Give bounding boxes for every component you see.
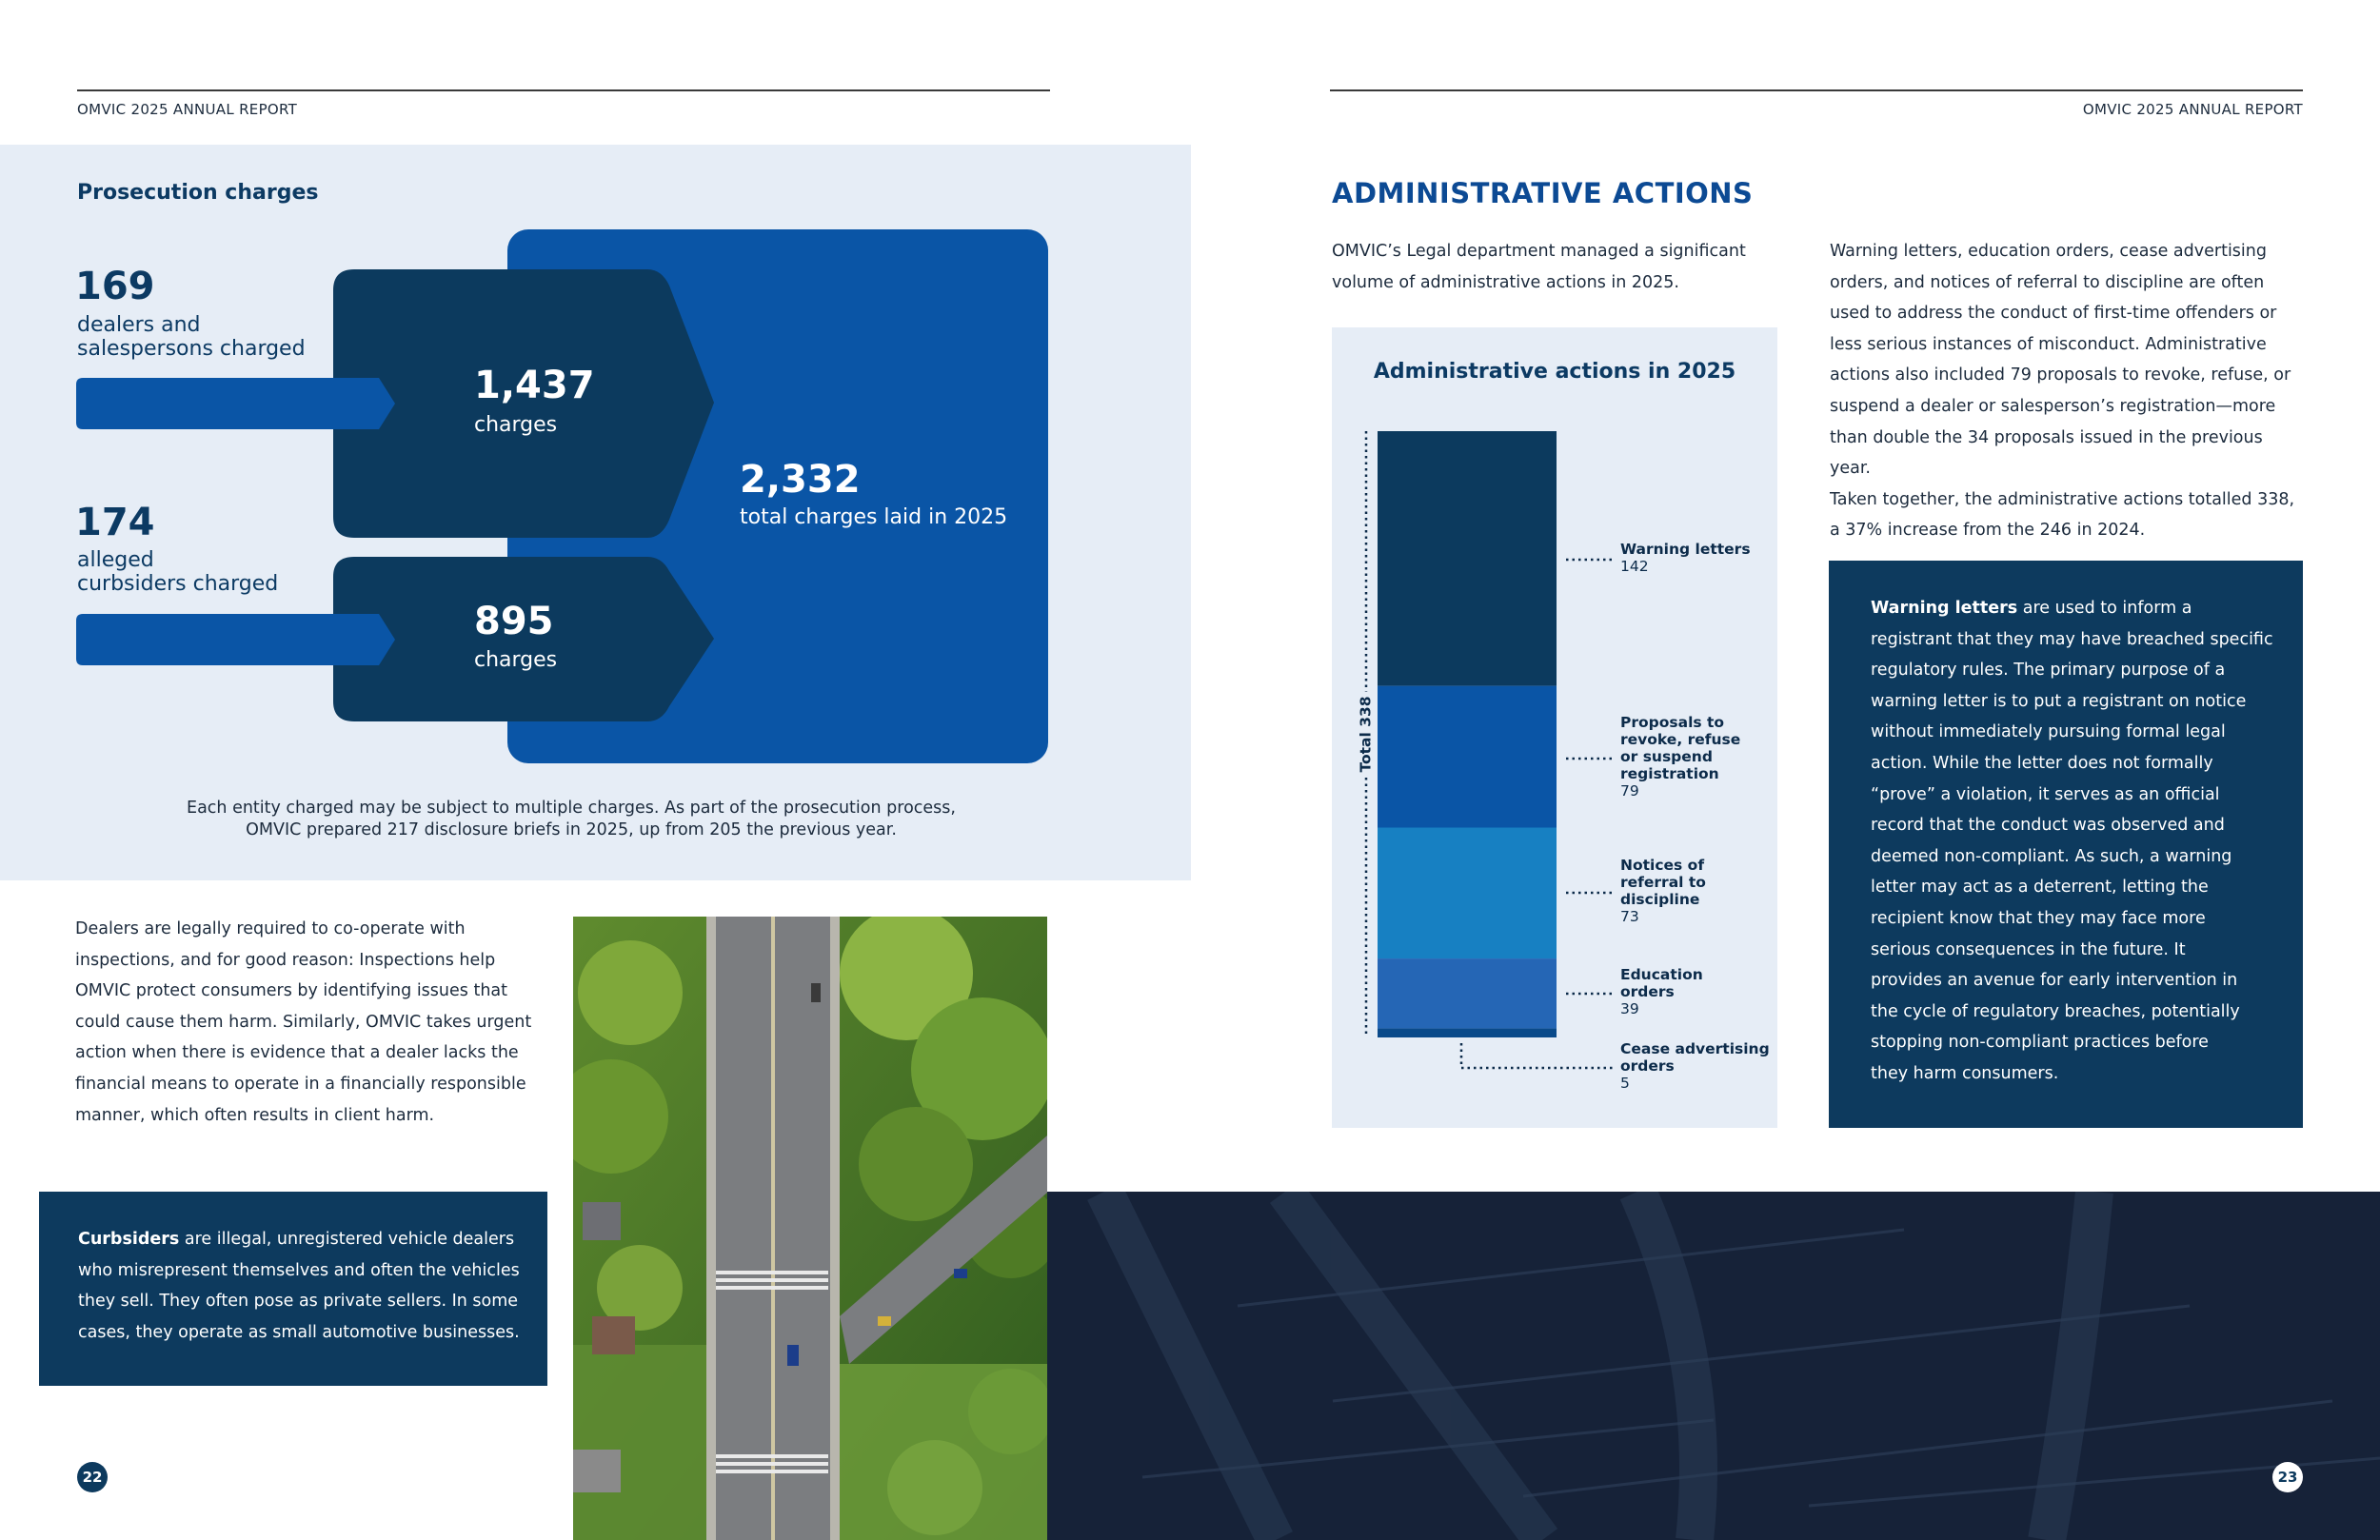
curbsiders-callout-line-3: they sell. They often pose as private sellers. In some [78,1292,519,1312]
segment-leader [1461,1043,1613,1068]
page-number-left: 22 [77,1462,108,1492]
segment-label: Cease advertising [1620,1040,1770,1057]
warning-callout-line: provides an avenue for early intervention in [1871,971,2238,991]
left-body-text [75,914,551,1131]
segment-value: 142 [1620,558,1649,575]
segment-label: registration [1620,765,1719,782]
dealers-label-2: salespersons charged [77,337,306,361]
header-title-right: OMVIC 2025 ANNUAL REPORT [2082,101,2303,118]
warning-callout-line: stopping non-compliant practices before [1871,1033,2209,1053]
segment-value: 73 [1620,908,1639,925]
warning-callout-line: they harm consumers. [1871,1063,2059,1083]
admin-body-line: Warning letters, education orders, cease advertising [1830,242,2267,261]
curbsiders-term: Curbsiders [78,1230,180,1249]
admin-body-line: less serious instances of misconduct. Administrative [1830,334,2267,354]
header-title-left: OMVIC 2025 ANNUAL REPORT [77,101,298,118]
dealers-charges-number: 1,437 [474,364,595,407]
warning-callout-line: recipient know that they may face more [1871,908,2206,928]
admin-body-line: than double the 34 proposals issued in the previous year. [1830,427,2263,479]
warning-callout-line: “prove” a violation, it serves as an official [1871,784,2220,804]
dark-highway-background [1047,1192,2380,1540]
segment-label: referral to [1620,874,1706,891]
curbsiders-label-2: curbsiders charged [77,572,279,596]
administrative-actions-title: ADMINISTRATIVE ACTIONS [1332,177,1754,209]
segment-label: Warning letters [1620,541,1751,558]
segment-label: Proposals to [1620,714,1725,731]
warning-callout-line: warning letter is to put a registrant on notice [1871,691,2247,711]
left-body-line: action when there is evidence that a dealer lacks the [75,1043,519,1063]
curbsiders-pointer [76,614,395,665]
curbsiders-charges-number: 895 [474,600,554,643]
dealers-charges-label: charges [474,413,558,437]
admin-body-column [1830,236,2306,546]
curbsiders-count: 174 [75,501,155,544]
segment-label: discipline [1620,891,1700,908]
admin-body-line: actions also included 79 proposals to revoke, refuse, or [1830,365,2291,385]
warning-callout-line: action. While the letter does not formally [1871,753,2213,773]
bar-segment [1378,828,1557,959]
dealers-count: 169 [75,265,155,308]
warning-callout-line: regulatory rules. The primary purpose of a [1871,661,2226,681]
warning-callout-line: serious consequences in the future. It [1871,939,2186,959]
segment-value: 79 [1620,782,1639,800]
admin-intro [1332,236,1789,298]
chart-title: Administrative actions in 2025 [1373,360,1736,384]
segment-label: orders [1620,1057,1675,1075]
admin-body-line: a 37% increase from the 246 in 2024. [1830,521,2146,541]
header-rule-left [77,89,1050,91]
admin-body-line: used to address the conduct of first-time offenders or [1830,304,2277,324]
admin-actions-stacked-bar [1332,327,1777,1128]
admin-intro-line: volume of administrative actions in 2025. [1332,272,1679,292]
curbsiders-callout-line-1: Curbsiders are illegal, unregistered vehicle dealers [78,1230,515,1249]
segment-label: Education [1620,966,1703,983]
total-charges-label: total charges laid in 2025 [740,505,1008,529]
bar-segment [1378,686,1557,828]
warning-letters-term: Warning letters [1871,599,2018,618]
segment-label: or suspend [1620,748,1713,765]
warning-callout-line: without immediately pursuing formal legal [1871,722,2226,742]
total-charges-number: 2,332 [740,458,861,502]
segment-label: revoke, refuse [1620,731,1741,748]
admin-intro-line: OMVIC’s Legal department managed a significant [1332,242,1746,261]
curbsiders-label-1: alleged [77,548,154,572]
dealers-pointer [76,378,395,429]
warning-letters-callout [1829,561,2303,1128]
admin-body-line: Taken together, the administrative actions totalled 338, [1830,489,2295,509]
curbsiders-callout-line-4: cases, they operate as small automotive businesses. [78,1322,520,1342]
prosecution-note [143,798,1000,841]
prosecution-note-line-2: OMVIC prepared 217 disclosure briefs in 2025, up from 205 the previous year. [246,820,897,839]
warning-callout-line: letter may act as a deterrent, letting the [1871,878,2209,898]
warning-callout-line: the cycle of regulatory breaches, potentially [1871,1001,2240,1021]
prosecution-note-line-1: Each entity charged may be subject to multiple charges. As part of the prosecution process, [187,799,956,818]
curbsiders-callout-line-2: who misrepresent themselves and often the vehicles [78,1260,520,1280]
page-number-right: 23 [2272,1462,2303,1492]
left-body-line: inspections, and for good reason: Inspections help [75,950,496,970]
bar-segment [1378,958,1557,1029]
curbsiders-charges-label: charges [474,648,558,672]
curbsiders-callout [39,1192,547,1386]
left-body-line: could cause them harm. Similarly, OMVIC takes urgent [75,1012,532,1032]
left-body-line: manner, which often results in client harm. [75,1105,435,1125]
total-axis-label: Total 338 [1357,696,1375,773]
warning-callout-line: deemed non-compliant. As such, a warning [1871,846,2232,866]
left-body-line: Dealers are legally required to co-operate with [75,919,466,938]
left-body-line: OMVIC protect consumers by identifying issues that [75,981,507,1001]
bar-segment [1378,431,1557,686]
admin-body-line: suspend a dealer or salesperson’s registration—more [1830,396,2276,416]
warning-callout-line: Warning letters are used to inform a [1871,599,2192,618]
admin-body-line: orders, and notices of referral to discipline are often [1830,272,2265,292]
segment-value: 5 [1620,1075,1630,1092]
left-body-line: financial means to operate in a financially responsible [75,1074,526,1094]
prosecution-diagram [0,145,1191,880]
segment-label: orders [1620,983,1675,1000]
warning-callout-line: registrant that they may have breached specific [1871,629,2273,649]
segment-value: 39 [1620,1000,1639,1017]
aerial-road-photo [573,917,1047,1540]
dealers-label-1: dealers and [77,313,201,337]
segment-label: Notices of [1620,857,1705,874]
prosecution-title: Prosecution charges [77,181,319,205]
bar-segment [1378,1029,1557,1037]
warning-callout-line: record that the conduct was observed and [1871,816,2225,836]
header-rule-right [1330,89,2303,91]
